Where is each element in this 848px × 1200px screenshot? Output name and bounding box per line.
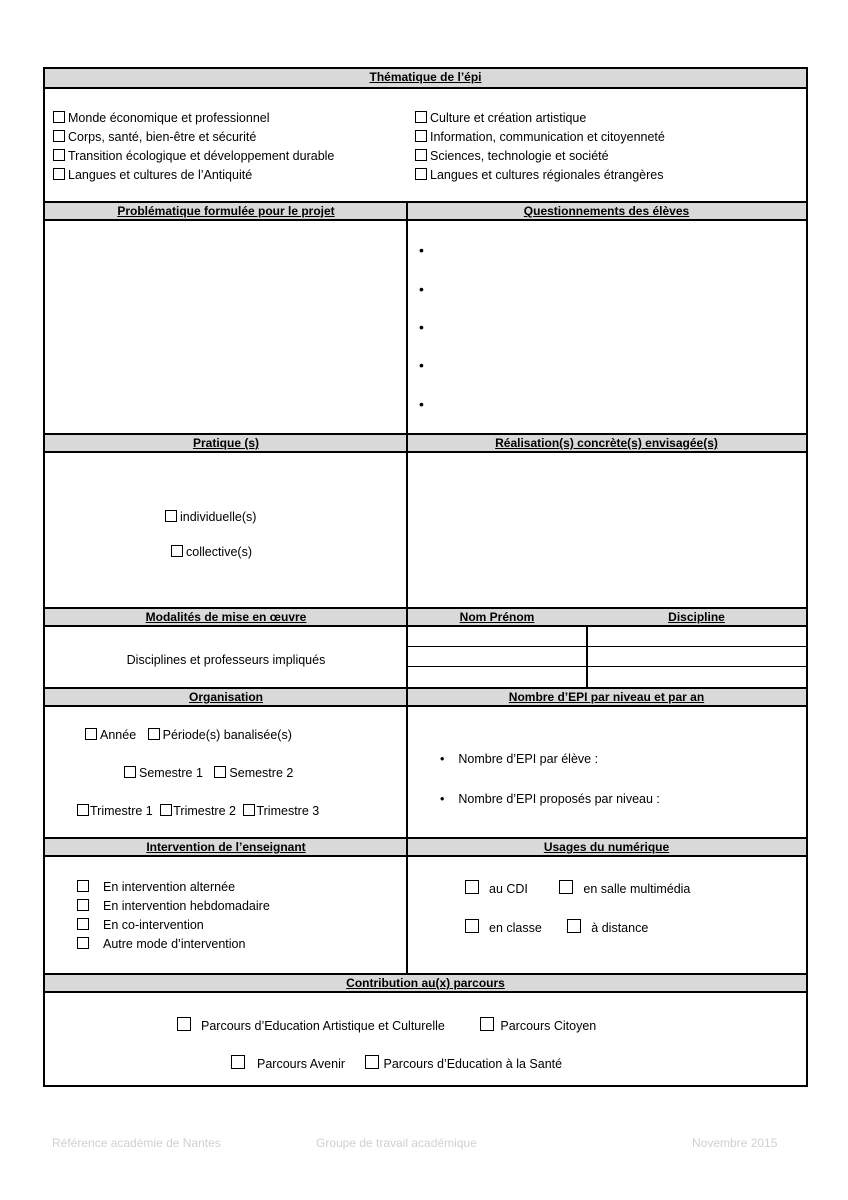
footer-left: Référence académie de Nantes xyxy=(52,1136,221,1150)
footer-center: Groupe de travail académique xyxy=(316,1136,477,1150)
checkbox[interactable] xyxy=(415,168,427,180)
checkbox[interactable] xyxy=(465,880,479,894)
checkbox[interactable] xyxy=(365,1055,379,1069)
checkbox[interactable] xyxy=(53,111,65,123)
pratique-collective[interactable]: collective(s) xyxy=(171,545,252,560)
realisation-area[interactable] xyxy=(409,453,806,605)
checkbox[interactable] xyxy=(77,804,89,816)
thematique-left-2[interactable]: Transition écologique et développement durable xyxy=(53,149,334,164)
modalites-header: Modalités de mise en œuvre xyxy=(45,607,407,627)
intervention-alternee[interactable]: En intervention alternée xyxy=(77,880,235,895)
thematique-right-2[interactable]: Sciences, technologie et société xyxy=(415,149,609,164)
organisation-header: Organisation xyxy=(45,687,407,707)
organisation-row-1: Année Période(s) banalisée(s) xyxy=(85,728,292,743)
thematique-right-0[interactable]: Culture et création artistique xyxy=(415,111,586,126)
numerique-row-2: en classe à distance xyxy=(465,919,648,936)
checkbox[interactable] xyxy=(243,804,255,816)
nombre-epi-header: Nombre d’EPI par niveau et par an xyxy=(407,687,806,707)
intervention-hebdomadaire[interactable]: En intervention hebdomadaire xyxy=(77,899,270,914)
col-nom-prenom: Nom Prénom xyxy=(407,607,587,627)
organisation-row-3: Trimestre 1 Trimestre 2 Trimestre 3 xyxy=(77,804,319,819)
nombre-epi-eleve: • Nombre d’EPI par élève : xyxy=(440,752,599,766)
checkbox[interactable] xyxy=(85,728,97,740)
col-discipline: Discipline xyxy=(587,607,806,627)
nombre-epi-niveau: • Nombre d’EPI proposés par niveau : xyxy=(440,792,660,806)
epi-form xyxy=(43,67,808,1087)
organisation-row-2: Semestre 1 Semestre 2 xyxy=(124,766,293,781)
thematique-left-1[interactable]: Corps, santé, bien-être et sécurité xyxy=(53,130,256,145)
numerique-row-1: au CDI en salle multimédia xyxy=(465,880,690,897)
checkbox[interactable] xyxy=(53,130,65,142)
checkbox[interactable] xyxy=(177,1017,191,1031)
pratique-header: Pratique (s) xyxy=(45,433,407,453)
checkbox[interactable] xyxy=(480,1017,494,1031)
footer-right: Novembre 2015 xyxy=(692,1136,778,1150)
checkbox[interactable] xyxy=(53,149,65,161)
checkbox[interactable] xyxy=(171,545,183,557)
checkbox[interactable] xyxy=(77,918,89,930)
intervention-autre[interactable]: Autre mode d’intervention xyxy=(77,937,245,952)
checkbox[interactable] xyxy=(415,149,427,161)
problematique-header: Problématique formulée pour le projet xyxy=(45,201,407,221)
question-bullet-3: • xyxy=(419,319,424,335)
checkbox[interactable] xyxy=(77,880,89,892)
thematique-right-1[interactable]: Information, communication et citoyenneté xyxy=(415,130,665,145)
checkbox[interactable] xyxy=(77,899,89,911)
checkbox[interactable] xyxy=(165,510,177,522)
checkbox[interactable] xyxy=(231,1055,245,1069)
numerique-header: Usages du numérique xyxy=(407,837,806,857)
checkbox[interactable] xyxy=(124,766,136,778)
pratique-individuelle[interactable]: individuelle(s) xyxy=(165,510,256,525)
parcours-header: Contribution au(x) parcours xyxy=(45,973,806,993)
checkbox[interactable] xyxy=(415,130,427,142)
disciplines-label: Disciplines et professeurs impliqués xyxy=(126,653,326,667)
checkbox[interactable] xyxy=(148,728,160,740)
checkbox[interactable] xyxy=(160,804,172,816)
checkbox[interactable] xyxy=(567,919,581,933)
checkbox[interactable] xyxy=(77,937,89,949)
thematique-left-0[interactable]: Monde économique et professionnel xyxy=(53,111,270,126)
thematique-title: Thématique de l’épi xyxy=(369,70,482,84)
checkbox[interactable] xyxy=(465,919,479,933)
checkbox[interactable] xyxy=(214,766,226,778)
thematique-header xyxy=(45,69,806,89)
checkbox[interactable] xyxy=(559,880,573,894)
checkbox[interactable] xyxy=(415,111,427,123)
thematique-left-3[interactable]: Langues et cultures de l’Antiquité xyxy=(53,168,252,183)
parcours-row-2: Parcours Avenir Parcours d’Education à la Santé xyxy=(231,1055,562,1072)
thematique-right-3[interactable]: Langues et cultures régionales étrangères xyxy=(415,168,663,183)
questionnements-header: Questionnements des élèves xyxy=(407,201,806,221)
realisation-header: Réalisation(s) concrète(s) envisagée(s) xyxy=(407,433,806,453)
question-bullet-1: • xyxy=(419,242,424,258)
intervention-header: Intervention de l’enseignant xyxy=(45,837,407,857)
problematique-area[interactable] xyxy=(45,221,405,431)
parcours-row-1: Parcours d’Education Artistique et Culturelle Parcours Citoyen xyxy=(177,1017,596,1034)
question-bullet-2: • xyxy=(419,281,424,297)
question-bullet-5: • xyxy=(419,396,424,412)
question-bullet-4: • xyxy=(419,357,424,373)
checkbox[interactable] xyxy=(53,168,65,180)
intervention-co[interactable]: En co-intervention xyxy=(77,918,204,933)
